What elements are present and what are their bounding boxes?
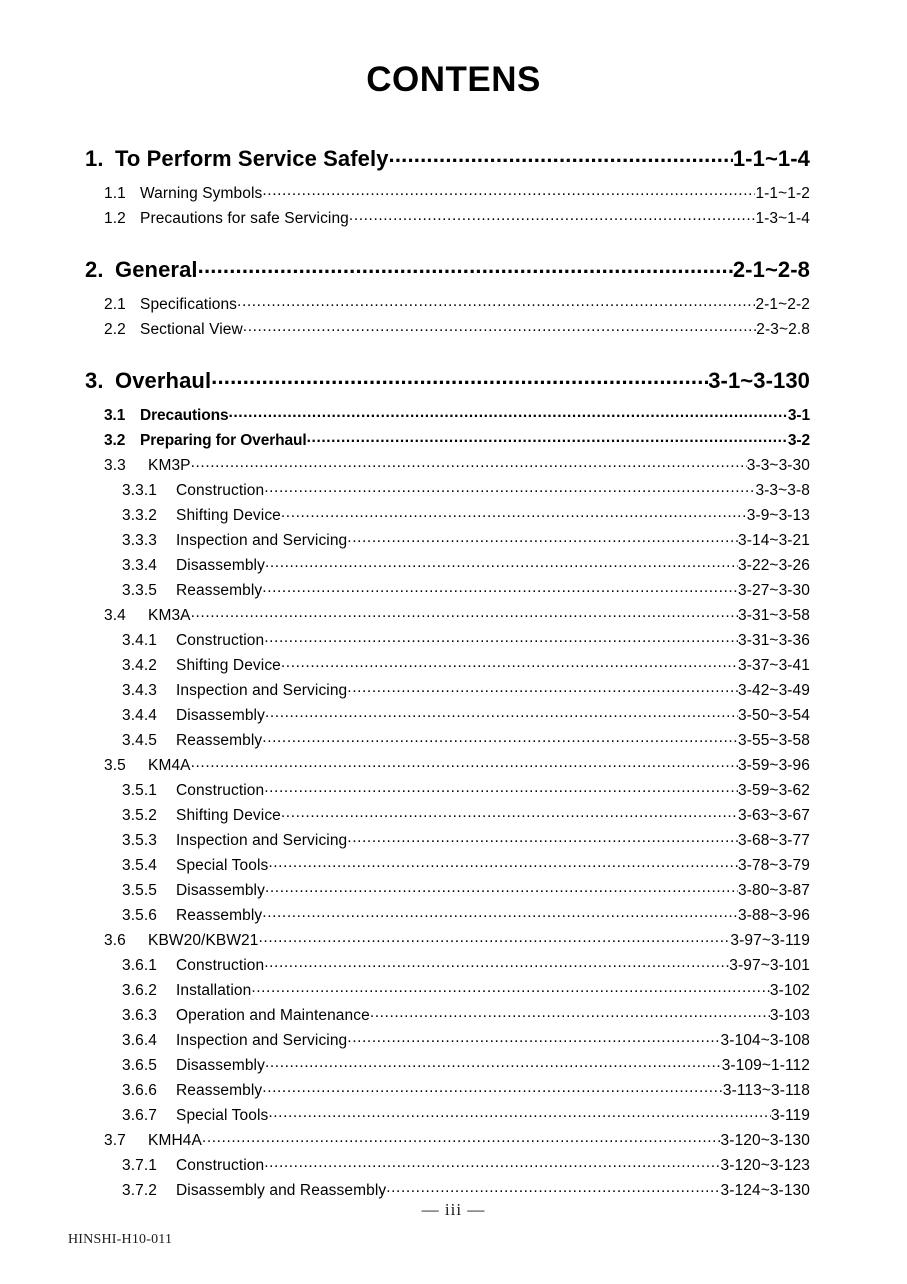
toc-entry-number: 3.6.2 (122, 982, 157, 999)
toc-dot-leader (265, 1054, 722, 1072)
toc-entry-number: 3.3.4 (122, 557, 157, 574)
toc-entry-number: 1.1 (104, 185, 126, 202)
toc-dot-leader (389, 142, 733, 168)
toc-entry-number: 3.3.2 (122, 507, 157, 524)
toc-dot-leader (262, 729, 738, 747)
toc-entry-pages: 3-27~3-30 (738, 582, 810, 599)
toc-entry-label: Shifting Device (176, 507, 281, 524)
toc-entry-number: 3.3.1 (122, 482, 157, 499)
toc-entry-number: 3.3.3 (122, 532, 157, 549)
toc-dot-leader (228, 404, 787, 422)
toc-entry-pages: 3-1 (787, 407, 810, 424)
toc-entry-number: 3.1 (104, 407, 126, 424)
toc-entry-label: KMH4A (148, 1132, 202, 1149)
toc-entry-label: Disassembly and Reassembly (176, 1182, 387, 1199)
toc-entry-label: Inspection and Servicing (176, 682, 348, 699)
toc-entry-number: 3.5.1 (122, 782, 157, 799)
toc-entry-pages: 3-63~3-67 (738, 807, 810, 824)
toc-entry-label: Disassembly (176, 707, 265, 724)
toc-entry-number: 3.6.6 (122, 1082, 157, 1099)
toc-entry-pages: 3-31~3-36 (738, 632, 810, 649)
toc-entry-number: 3.6 (104, 932, 126, 949)
toc-entry-number: 1.2 (104, 210, 126, 227)
toc-dot-leader (265, 704, 738, 722)
toc-entry-label: Precautions for safe Servicing (140, 210, 349, 227)
document-code: HINSHI-H10-011 (68, 1232, 173, 1247)
toc-dot-leader (281, 804, 738, 822)
toc-entry-label: Construction (176, 632, 265, 649)
toc-entry-number: 3.5.3 (122, 832, 157, 849)
toc-entry-pages: 1-1~1-4 (732, 146, 810, 171)
toc-entry-label: Construction (176, 782, 265, 799)
toc-dot-leader (265, 879, 738, 897)
toc-entry[interactable] (0, 368, 907, 401)
toc-entry-number: 3.5.5 (122, 882, 157, 899)
toc-entry-label: Disassembly (176, 557, 265, 574)
toc-entry-label: Warning Symbols (140, 185, 263, 202)
toc-dot-leader (191, 604, 738, 622)
toc-entry-label: KM3P (148, 457, 191, 474)
toc-entry-pages: 3-37~3-41 (738, 657, 810, 674)
toc-entry-label: To Perform Service Safely (115, 146, 389, 171)
page-number-marker: — iii — (421, 1200, 486, 1219)
toc-entry-pages: 3-103 (769, 1007, 810, 1024)
toc-entry-number: 3.6.7 (122, 1107, 157, 1124)
toc-dot-leader (262, 182, 755, 200)
toc-entry-pages: 3-42~3-49 (738, 682, 810, 699)
toc-entry-pages: 3-113~3-118 (722, 1082, 810, 1099)
toc-dot-leader (307, 429, 788, 447)
toc-dot-leader (281, 504, 747, 522)
toc-entry-number: 3.6.4 (122, 1032, 157, 1049)
toc-dot-leader (265, 554, 738, 572)
toc-entry-number: 3.5.2 (122, 807, 157, 824)
toc-dot-leader (243, 318, 757, 336)
toc-entry-pages: 3-31~3-58 (738, 607, 810, 624)
toc-entry-pages: 3-3~3-8 (755, 482, 810, 499)
toc-entry-number: 3.4.5 (122, 732, 157, 749)
toc-dot-leader (347, 829, 738, 847)
toc-entry-number: 3.6.5 (122, 1057, 157, 1074)
toc-entry-number: 3.5.4 (122, 857, 157, 874)
toc-dot-leader (237, 293, 755, 311)
toc-entry-pages: 1-1~1-2 (755, 185, 810, 202)
toc-entry-label: Preparing for Overhaul (140, 432, 307, 449)
toc-dot-leader (191, 754, 738, 772)
toc-entry-pages: 3-1~3-130 (708, 368, 810, 393)
toc-dot-leader (264, 479, 755, 497)
toc-entry-pages: 3-9~3-13 (746, 507, 810, 524)
toc-dot-leader (347, 529, 738, 547)
toc-entry-pages: 3-88~3-96 (738, 907, 810, 924)
toc-entry-pages: 3-55~3-58 (738, 732, 810, 749)
toc-entry-pages: 3-124~3-130 (720, 1182, 810, 1199)
toc-entry-label: Operation and Maintenance (176, 1007, 370, 1024)
toc-entry-pages: 3-97~3-101 (729, 957, 810, 974)
toc-entry-pages: 3-97~3-119 (730, 932, 810, 949)
toc-dot-leader (347, 679, 738, 697)
table-of-contents (0, 146, 907, 1207)
toc-entry-number: 2.2 (104, 321, 126, 338)
toc-dot-leader (264, 629, 738, 647)
toc-dot-leader (268, 854, 738, 872)
toc-entry-label: Sectional View (140, 321, 243, 338)
toc-entry-pages: 3-80~3-87 (738, 882, 810, 899)
toc-entry-label: Overhaul (115, 368, 212, 393)
toc-entry-number: 3.4.3 (122, 682, 157, 699)
toc-dot-leader (264, 1154, 720, 1172)
toc-entry-pages: 3-59~3-96 (738, 757, 810, 774)
toc-entry-number: 3.6.1 (122, 957, 157, 974)
toc-entry-pages: 3-3~3-30 (746, 457, 810, 474)
toc-dot-leader (211, 364, 708, 390)
toc-entry-label: Inspection and Servicing (176, 532, 348, 549)
toc-dot-leader (259, 929, 731, 947)
toc-dot-leader (264, 954, 729, 972)
toc-entry-label: General (115, 257, 198, 282)
toc-entry-pages: 3-78~3-79 (738, 857, 810, 874)
toc-entry-label: Shifting Device (176, 657, 281, 674)
toc-dot-leader (264, 779, 738, 797)
toc-entry-label: Reassembly (176, 582, 263, 599)
toc-entry-pages: 3-2 (787, 432, 810, 449)
toc-entry-number: 3.7.2 (122, 1182, 157, 1199)
toc-entry-label: Disassembly (176, 882, 265, 899)
toc-entry-pages: 3-14~3-21 (738, 532, 810, 549)
toc-entry-pages: 3-22~3-26 (738, 557, 810, 574)
toc-entry-number: 3.4.4 (122, 707, 157, 724)
toc-entry-pages: 2-1~2-2 (755, 296, 810, 313)
toc-dot-leader (191, 454, 747, 472)
toc-entry-label: Drecautions (140, 407, 229, 424)
page-title: CONTENS (366, 60, 541, 99)
toc-dot-leader (347, 1029, 720, 1047)
toc-entry-label: KM4A (148, 757, 191, 774)
toc-entry-label: Reassembly (176, 1082, 263, 1099)
toc-entry-label: Inspection and Servicing (176, 1032, 348, 1049)
toc-entry-pages: 3-109~1-112 (721, 1057, 810, 1074)
toc-entry-pages: 3-119 (771, 1107, 810, 1124)
toc-dot-leader (262, 1079, 723, 1097)
toc-entry[interactable] (0, 146, 907, 179)
toc-dot-leader (370, 1004, 770, 1022)
toc-entry-pages: 3-120~3-130 (720, 1132, 810, 1149)
toc-entry-pages: 1-3~1-4 (755, 210, 810, 227)
toc-entry-pages: 3-104~3-108 (720, 1032, 810, 1049)
toc-entry-number: 2.1 (104, 296, 126, 313)
toc-entry[interactable] (0, 210, 907, 235)
toc-entry-label: KBW20/KBW21 (148, 932, 259, 949)
toc-entry-label: Inspection and Servicing (176, 832, 348, 849)
toc-entry-pages: 3-59~3-62 (738, 782, 810, 799)
toc-entry-label: Special Tools (176, 857, 269, 874)
toc-entry-pages: 2-3~2.8 (756, 321, 810, 338)
toc-entry-label: Special Tools (176, 1107, 269, 1124)
toc-entry-number: 3.5 (104, 757, 126, 774)
toc-entry-label: Reassembly (176, 732, 263, 749)
toc-dot-leader (202, 1129, 721, 1147)
toc-entry-label: KM3A (148, 607, 191, 624)
toc-entry-label: Reassembly (176, 907, 263, 924)
toc-entry-pages: 3-50~3-54 (738, 707, 810, 724)
toc-entry-pages: 3-120~3-123 (720, 1157, 810, 1174)
toc-entry[interactable] (0, 257, 907, 290)
toc-entry-number: 3.3 (104, 457, 126, 474)
toc-entry[interactable] (0, 321, 907, 346)
toc-entry-label: Construction (176, 1157, 265, 1174)
toc-entry-pages: 3-68~3-77 (738, 832, 810, 849)
toc-entry-number: 2. (85, 257, 104, 282)
toc-dot-leader (262, 904, 738, 922)
toc-dot-leader (268, 1104, 771, 1122)
toc-dot-leader (349, 207, 756, 225)
toc-dot-leader (386, 1179, 720, 1197)
toc-entry-label: Shifting Device (176, 807, 281, 824)
toc-entry-number: 3.3.5 (122, 582, 157, 599)
toc-entry-number: 3.4 (104, 607, 126, 624)
toc-entry-pages: 2-1~2-8 (732, 257, 810, 282)
toc-entry-number: 3.7.1 (122, 1157, 157, 1174)
toc-entry-number: 3.4.1 (122, 632, 157, 649)
toc-entry-label: Construction (176, 957, 265, 974)
toc-entry-label: Installation (176, 982, 252, 999)
toc-dot-leader (281, 654, 738, 672)
toc-entry-number: 3.6.3 (122, 1007, 157, 1024)
toc-entry-number: 3.4.2 (122, 657, 157, 674)
toc-entry-pages: 3-102 (769, 982, 810, 999)
toc-entry-number: 3.5.6 (122, 907, 157, 924)
toc-entry-number: 3. (85, 368, 104, 393)
toc-entry-number: 3.7 (104, 1132, 126, 1149)
toc-entry-label: Disassembly (176, 1057, 265, 1074)
toc-dot-leader (198, 253, 733, 279)
toc-dot-leader (262, 579, 738, 597)
toc-entry-number: 1. (85, 146, 104, 171)
toc-entry-label: Construction (176, 482, 265, 499)
toc-entry-number: 3.2 (104, 432, 126, 449)
toc-entry-label: Specifications (140, 296, 238, 313)
toc-dot-leader (251, 979, 770, 997)
